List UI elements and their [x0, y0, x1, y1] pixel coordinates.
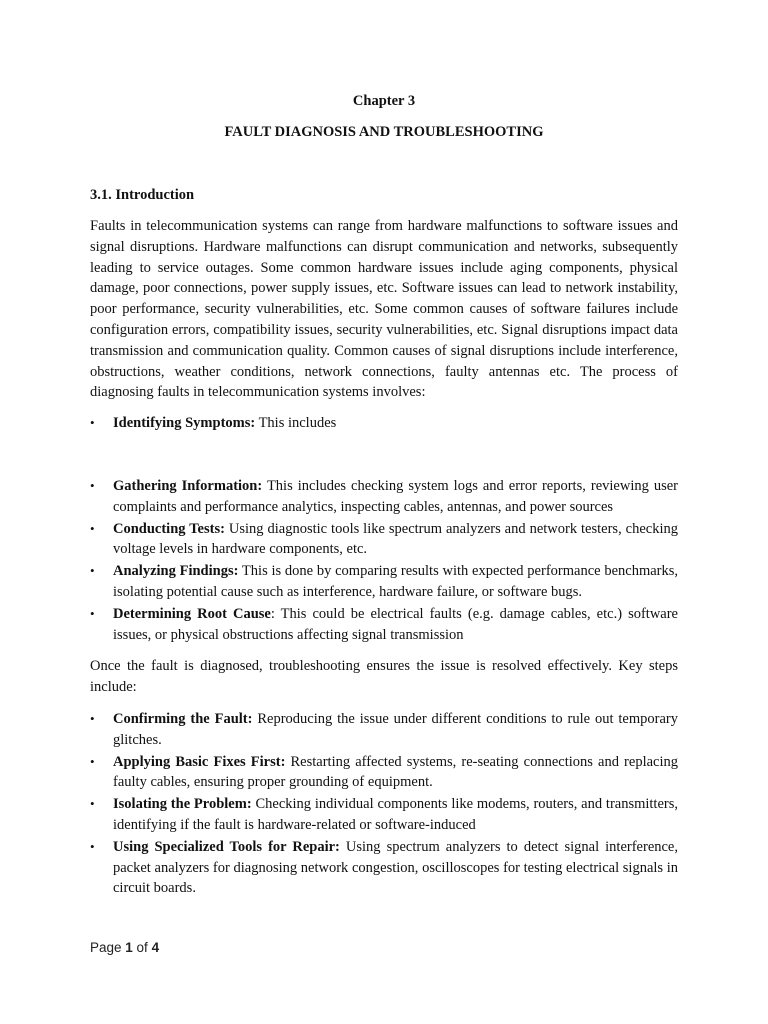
list-item-text: This is done by comparing results with expected performance benchmarks, isolating potential cause such as interference, hardware failure, or software bugs. — [113, 563, 679, 600]
list-item-text: Checking individual components like modems, routers, and transmitters, identifying if the fault is hardware-related or software-induced — [113, 796, 678, 833]
list-item-heading: Determining Root Cause — [113, 605, 271, 622]
list-item-text: Using diagnostic tools like spectrum analyzers and network testers, checking voltage levels in hardware components, etc. — [113, 520, 678, 558]
list-item — [90, 837, 678, 899]
list-item — [90, 752, 678, 794]
list-item-heading: Identifying Symptoms: — [113, 415, 256, 431]
list-item-text: This includes — [255, 415, 337, 431]
current-page-number: 1 — [125, 940, 133, 955]
list-item-heading: Gathering Information: — [113, 478, 263, 494]
intro-paragraph: Faults in telecommunication systems can range from hardware malfunctions to software issues and signal disruptions. Hardware malfunctions can disrupt communication and networks, subsequently leading to service outages. Some common hardware issues include aging components, physical damage, poor connections, power supply issues, etc. Software issues can lead to network instability, poor performance, security vulnerabilities, etc. Some common causes of software failures include configuration errors, compatibility issues, security vulnerabilities, etc. Signal disruptions impact data transmission and communication quality. Common causes of signal disruptions include interference, obstructions, weather conditions, network connections, faulty antennas etc. The process of diagnosing faults in telecommunication systems involves: — [90, 218, 678, 401]
list-item — [90, 561, 678, 603]
list-item-text: Using spectrum analyzers to detect signal interference, packet analyzers for diagnosing network congestion, oscilloscopes for testing electrical signals in circuit boards. — [113, 838, 678, 897]
troubleshoot-paragraph: Once the fault is diagnosed, troubleshooting ensures the issue is resolved effectively. Key steps include: — [90, 658, 678, 695]
chapter-label: Chapter 3 — [352, 93, 416, 109]
bullet-icon: • — [90, 605, 95, 621]
section-heading: 3.1. Introduction — [90, 187, 195, 203]
list-item-heading: Isolating the Problem: — [113, 796, 252, 813]
bullet-icon: • — [90, 520, 95, 536]
list-item — [90, 519, 678, 561]
bullet-icon: • — [90, 415, 95, 430]
list-item-heading: Analyzing Findings: — [113, 563, 239, 580]
page-indicator — [90, 940, 159, 955]
bullet-icon: • — [90, 753, 95, 769]
bullet-icon: • — [90, 838, 95, 854]
list-item-text: This includes checking system logs and error reports, reviewing user complaints and performance analytics, inspecting cables, antennas, and power sources — [113, 478, 679, 515]
list-item-text: Reproducing the issue under different conditions to rule out temporary glitches. — [113, 711, 678, 748]
list-item — [90, 604, 678, 646]
bullet-icon: • — [90, 796, 95, 812]
list-item — [90, 794, 678, 836]
troubleshoot-steps-list — [90, 709, 678, 900]
bullet-icon: • — [90, 563, 95, 579]
list-item-heading: Conducting Tests: — [113, 520, 225, 537]
list-item-heading: Applying Basic Fixes First: — [113, 753, 286, 770]
chapter-title: FAULT DIAGNOSIS AND TROUBLESHOOTING — [224, 124, 544, 140]
diagnosis-steps-list — [90, 476, 678, 646]
list-item-text: Restarting affected systems, re-seating connections and replacing faulty cables, ensuring proper grounding of equipment. — [113, 753, 678, 791]
bullet-icon: • — [90, 478, 95, 493]
list-item-heading: Using Specialized Tools for Repair: — [113, 838, 340, 855]
list-item — [90, 709, 678, 751]
list-item-text: : This could be electrical faults (e.g. damage cables, etc.) software issues, or physical obstructions affecting signal transmission — [113, 605, 678, 643]
list-item-heading: Confirming the Fault: — [113, 711, 253, 727]
total-page-count: 4 — [151, 940, 160, 955]
list-item — [90, 413, 678, 434]
diagnosis-first-list — [90, 413, 678, 435]
page-prefix: Page — [90, 940, 126, 955]
list-item — [90, 476, 678, 518]
page-middle: of — [132, 940, 152, 955]
bullet-icon: • — [90, 711, 95, 726]
